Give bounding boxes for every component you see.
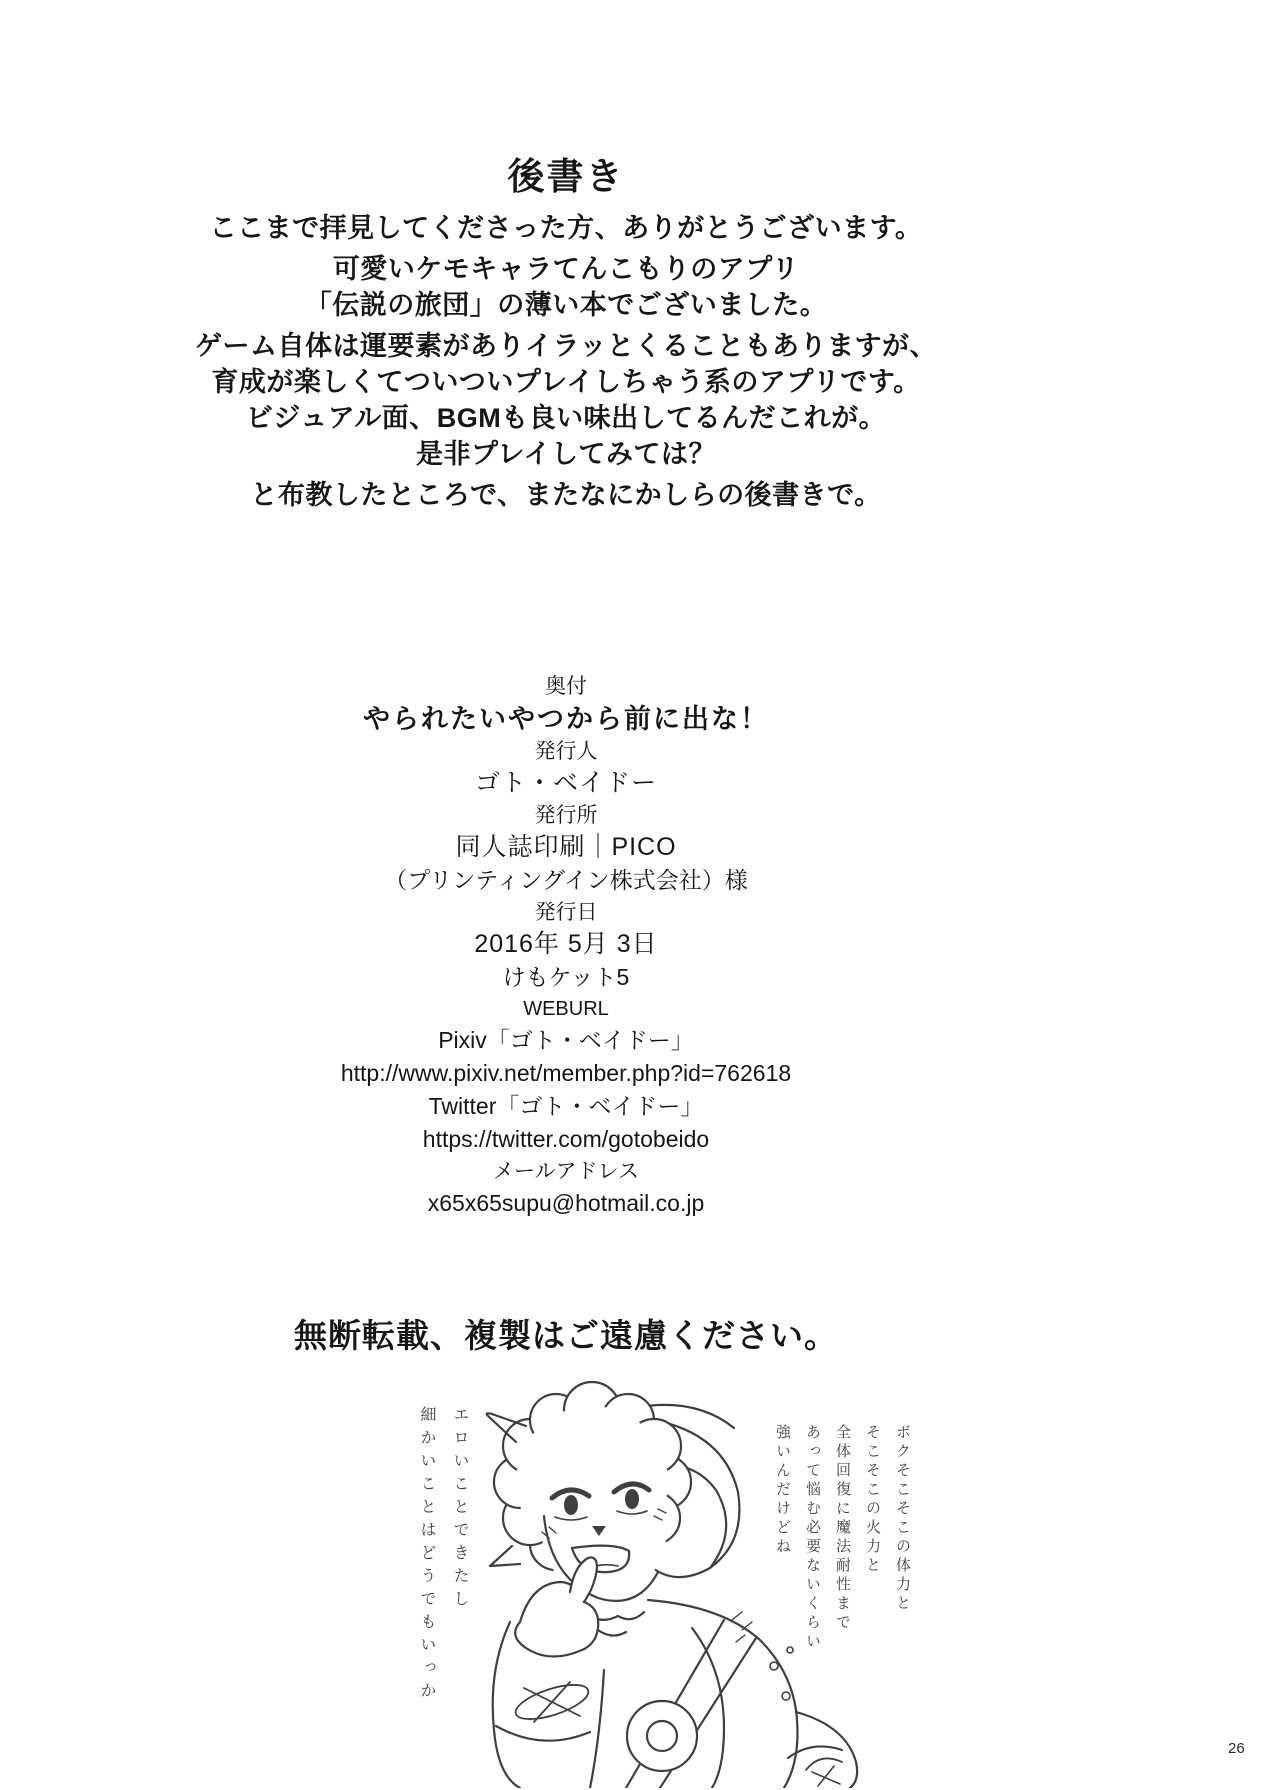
colophon-book-title: やられたいやつから前に出な！ bbox=[363, 704, 769, 734]
colophon-event-name: けもケット5 bbox=[502, 964, 630, 990]
afterword-line: 可愛いケモキャラてんこもりのアプリ bbox=[332, 254, 800, 284]
colophon-pixiv-name: Pixiv「ゴト・ベイドー」 bbox=[438, 1027, 694, 1053]
afterword-line: ゲーム自体は運要素がありイラッとくることもありますが、 bbox=[195, 331, 937, 361]
vertical-text-column: 細かいことはどうでもいっか bbox=[418, 1406, 435, 1705]
colophon-section-label: 奥付 bbox=[545, 675, 587, 698]
colophon-publisher-name: ゴト・ベイドー bbox=[474, 769, 657, 797]
colophon-publisher-label: 発行人 bbox=[534, 740, 598, 763]
vertical-text-column: 全体回復に魔法耐性まで bbox=[834, 1424, 851, 1633]
afterword-line: と布教したところで、またなにかしらの後書きで。 bbox=[250, 480, 882, 510]
colophon-printing-service: 同人誌印刷｜PICO bbox=[455, 833, 677, 861]
vertical-text-column: 強いんだけどね bbox=[774, 1424, 791, 1557]
sheep-left-arm-pointing bbox=[493, 1557, 604, 1788]
afterword-line: 育成が楽しくてついついプレイしちゃう系のアプリです。 bbox=[211, 367, 921, 397]
colophon-email-address: x65x65supu@hotmail.co.jp bbox=[427, 1190, 705, 1216]
colophon-email-label: メールアドレス bbox=[493, 1160, 639, 1183]
vertical-text-column: そこそこの火力と bbox=[864, 1424, 881, 1576]
page-title: 後書き bbox=[507, 156, 625, 197]
colophon-twitter-url: https://twitter.com/gotobeido bbox=[422, 1126, 710, 1152]
colophon-issue-date-label: 発行日 bbox=[534, 901, 598, 924]
vertical-text-column: あって悩む必要ないくらい bbox=[804, 1424, 821, 1652]
handwritten-note-right bbox=[766, 1424, 916, 1652]
colophon-printing-label: 発行所 bbox=[534, 804, 598, 827]
afterword-text-block bbox=[0, 210, 1132, 513]
overall-strap bbox=[626, 1620, 756, 1788]
vertical-text-column: ボクそこそこの体力と bbox=[894, 1424, 911, 1614]
afterword-line: 「伝説の旅団」の薄い本でございました。 bbox=[304, 290, 828, 320]
handwritten-note-left bbox=[408, 1406, 474, 1705]
afterword-line: ビジュアル面、BGMも良い味出してるんだこれが。 bbox=[245, 403, 887, 433]
copyright-notice: 無断転載、複製はご遠慮ください。 bbox=[294, 1317, 838, 1354]
colophon-block bbox=[0, 671, 1132, 1220]
page-number: 26 bbox=[1228, 1740, 1245, 1757]
afterword-line: ここまで拝見してくださった方、ありがとうございます。 bbox=[209, 213, 923, 243]
colophon-twitter-name: Twitter「ゴト・ベイドー」 bbox=[428, 1093, 704, 1119]
vertical-text-column: エロいことできたし bbox=[451, 1406, 468, 1613]
colophon-web-label: WEBURL bbox=[523, 998, 609, 1020]
colophon-pixiv-url: http://www.pixiv.net/member.php?id=762618 bbox=[340, 1060, 792, 1086]
sheep-right-arm bbox=[788, 1712, 857, 1788]
colophon-printing-company: （プリンティングイン株式会社）様 bbox=[384, 867, 748, 893]
afterword-line: 是非プレイしてみては？ bbox=[415, 439, 717, 469]
colophon-issue-date: 2016年 5月 3日 bbox=[474, 930, 658, 958]
